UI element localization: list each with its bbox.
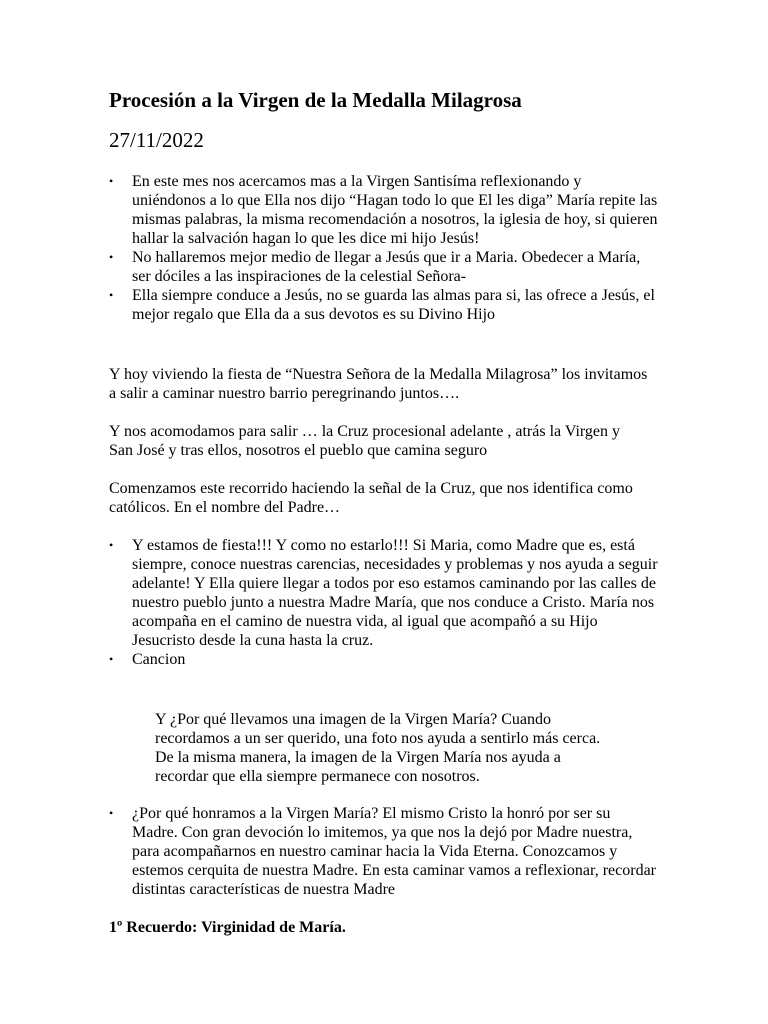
list-item-text: Y estamos de fiesta!!! Y como no estarlo!!! Si Maria, como Madre que es, está siempre, conoce nuestras carencias, necesidades y problemas y nos ayuda a seguir adelante! Y Ella quiere llegar a todos por eso estamos caminando por las calles de nuestro pueblo junto a nuestra Madre María, que nos conduce a Cristo. María nos acompaña en el camino de nuestra vida, al igual que acompañó a su Hijo Jesucristo desde la cuna hasta la cruz. bbox=[132, 537, 658, 649]
paragraph-senal-cruz: Comenzamos este recorrido haciendo la señal de la Cruz, que nos identifica como católicos. En el nombre del Padre… bbox=[109, 480, 633, 516]
bullet-icon: • bbox=[109, 538, 114, 552]
bullet-list-1 bbox=[109, 172, 659, 324]
list-item-text: No hallaremos mejor medio de llegar a Jesús que ir a Maria. Obedecer a María, ser dóciles a las inspiraciones de la celestial Señora- bbox=[132, 249, 641, 285]
section-heading: 1º Recuerdo: Virginidad de María. bbox=[109, 919, 346, 936]
list-item bbox=[109, 536, 659, 650]
list-item-text: Ella siempre conduce a Jesús, no se guarda las almas para si, las ofrece a Jesús, el mejor regalo que Ella da a sus devotos es su Divino Hijo bbox=[132, 287, 655, 323]
paragraph-fiesta: Y hoy viviendo la fiesta de “Nuestra Señora de la Medalla Milagrosa” los invitamos a salir a caminar nuestro barrio peregrinando juntos…. bbox=[109, 366, 648, 402]
bullet-icon: • bbox=[109, 250, 114, 264]
bullet-icon: • bbox=[109, 652, 114, 666]
list-item bbox=[109, 804, 659, 899]
list-item bbox=[109, 286, 659, 324]
bullet-icon: • bbox=[109, 174, 114, 188]
bullet-list-3 bbox=[109, 804, 659, 899]
list-item-text: ¿Por qué honramos a la Virgen María? El mismo Cristo la honró por ser su Madre. Con gran devoción lo imitemos, ya que nos la dejó por Madre nuestra, para acompañarnos en nuestro caminar hacia la Vida Eterna. Conozcamos y estemos cerquita de nuestra Madre. En esta caminar vamos a reflexionar, recordar distintas características de nuestra Madre bbox=[132, 805, 657, 898]
list-item-text: Cancion bbox=[132, 651, 186, 668]
bullet-list-2 bbox=[109, 536, 659, 669]
paragraph-salida: Y nos acomodamos para salir … la Cruz procesional adelante , atrás la Virgen y San José y tras ellos, nosotros el pueblo que camina seguro bbox=[109, 423, 621, 459]
document-title: Procesión a la Virgen de la Medalla Milagrosa bbox=[109, 88, 522, 112]
document-date: 27/11/2022 bbox=[109, 128, 204, 152]
list-item-text: En este mes nos acercamos mas a la Virgen Santisíma reflexionando y uniéndonos a lo que Ella nos dijo “Hagan todo lo que El les diga” María repite las mismas palabras, la misma recomendación a nosotros, la iglesia de hoy, si quieren hallar la salvación hagan lo que les dice mi hijo Jesús! bbox=[132, 173, 658, 247]
paragraph-imagen-virgen: Y ¿Por qué llevamos una imagen de la Virgen María? Cuando recordamos a un ser querido, una foto nos ayuda a sentirlo más cerca. De la misma manera, la imagen de la Virgen María nos ayuda a recordar que ella siempre permanece con nosotros. bbox=[155, 711, 601, 785]
bullet-icon: • bbox=[109, 806, 114, 820]
list-item bbox=[109, 650, 659, 669]
list-item bbox=[109, 172, 659, 248]
bullet-icon: • bbox=[109, 288, 114, 302]
list-item bbox=[109, 248, 659, 286]
